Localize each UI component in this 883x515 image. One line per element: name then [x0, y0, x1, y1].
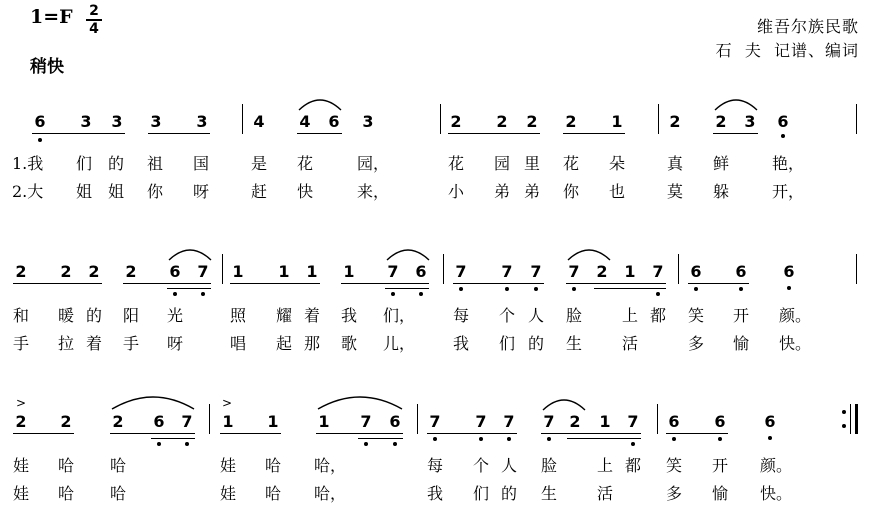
beam	[453, 283, 544, 284]
lyric: 光	[166, 306, 183, 325]
lyric: 园，	[357, 154, 390, 173]
song-origin: 维吾尔族民歌	[756, 17, 859, 36]
lyric: 们	[498, 334, 515, 353]
low-octave-dot	[572, 287, 576, 291]
lyric: 哈	[109, 484, 126, 503]
low-octave-dot	[656, 292, 660, 296]
lyric: 多	[687, 334, 704, 353]
note: 7	[429, 412, 441, 431]
repeat-barline-thin	[850, 404, 851, 434]
lyric: 小	[447, 182, 464, 201]
lyric: 笑	[665, 456, 682, 475]
lyric: 的	[85, 306, 102, 325]
note: 2	[450, 112, 462, 131]
barline	[209, 404, 210, 434]
note: 1	[318, 412, 330, 431]
lyric: 人	[500, 456, 517, 475]
note: 6	[34, 112, 46, 131]
barline	[440, 104, 441, 134]
lyric: 们	[472, 484, 489, 503]
lyric: 愉	[711, 484, 728, 503]
lyric: 的	[107, 154, 124, 173]
lyric: 来，	[357, 182, 390, 201]
lyric: 国	[192, 154, 209, 173]
low-octave-dot	[768, 436, 772, 440]
lyric: 艳，	[772, 154, 805, 173]
note: 2	[526, 112, 538, 131]
note: 7	[530, 262, 542, 281]
slur	[385, 246, 431, 262]
lyric: 哈	[264, 456, 281, 475]
lyric: 上	[596, 456, 613, 475]
lyric: 耀	[275, 306, 292, 325]
note: 7	[568, 262, 580, 281]
lyric: 照	[229, 306, 246, 325]
note: 2	[596, 262, 608, 281]
lyric: 快。	[779, 334, 812, 353]
lyric: 莫	[666, 182, 683, 201]
barline	[658, 104, 659, 134]
beam	[594, 288, 666, 289]
note: 7	[543, 412, 555, 431]
low-octave-dot	[505, 287, 509, 291]
lyric: 花	[296, 154, 313, 173]
lyric: 呀	[166, 334, 183, 353]
note: 7	[475, 412, 487, 431]
note: 6	[764, 412, 776, 431]
lyric: 我	[452, 334, 469, 353]
accent-mark: >	[16, 396, 27, 410]
low-octave-dot	[631, 442, 635, 446]
lyric: 弟	[523, 182, 540, 201]
low-octave-dot	[479, 437, 483, 441]
note: 2	[60, 412, 72, 431]
note: 7	[181, 412, 193, 431]
lyric: 快	[296, 182, 313, 201]
lyric: 唱	[229, 334, 246, 353]
note: 1	[599, 412, 611, 431]
note: 3	[196, 112, 208, 131]
beam	[385, 288, 429, 289]
slur	[316, 393, 404, 411]
barline	[222, 254, 223, 284]
note: 7	[387, 262, 399, 281]
slur	[297, 96, 343, 112]
repeat-barline-thick	[855, 404, 858, 434]
lyric: 你	[146, 182, 163, 201]
lyric: 们	[75, 154, 92, 173]
note: 6	[153, 412, 165, 431]
lyric: 园	[493, 154, 510, 173]
note: 6	[714, 412, 726, 431]
beam	[123, 283, 211, 284]
lyric: 呀	[192, 182, 209, 201]
lyric: 那	[303, 334, 320, 353]
note: 2	[60, 262, 72, 281]
lyric: 哈	[57, 456, 74, 475]
lyric: 拉	[57, 334, 74, 353]
lyric: 生	[565, 334, 582, 353]
lyric: 花	[562, 154, 579, 173]
note: 1	[232, 262, 244, 281]
low-octave-dot	[364, 442, 368, 446]
barline	[242, 104, 243, 134]
beam	[541, 433, 641, 434]
lyric: 哈，	[314, 456, 347, 475]
note: 4	[299, 112, 311, 131]
lyric: 哈	[109, 456, 126, 475]
note: 7	[360, 412, 372, 431]
note: 7	[455, 262, 467, 281]
lyric: 娃	[219, 484, 236, 503]
lyric: 朵	[608, 154, 625, 173]
note: 2	[112, 412, 124, 431]
lyric: 上	[621, 306, 638, 325]
note: 6	[389, 412, 401, 431]
lyric: 娃	[12, 484, 29, 503]
note: 6	[735, 262, 747, 281]
lyric: 个	[472, 456, 489, 475]
song-credits: 石 夫 记谱、编词	[715, 41, 859, 60]
note: 7	[503, 412, 515, 431]
lyric: 我	[426, 484, 443, 503]
barline	[856, 254, 857, 284]
note: 2	[88, 262, 100, 281]
note: 1	[624, 262, 636, 281]
lyric: 娃	[12, 456, 29, 475]
slur	[566, 246, 612, 262]
low-octave-dot	[419, 292, 423, 296]
beam	[230, 283, 320, 284]
low-octave-dot	[157, 442, 161, 446]
low-octave-dot	[459, 287, 463, 291]
low-octave-dot	[672, 437, 676, 441]
lyric: 里	[523, 154, 540, 173]
lyric: 都	[649, 306, 666, 325]
barline	[678, 254, 679, 284]
barline	[856, 104, 857, 134]
beam	[427, 433, 517, 434]
note: 6	[783, 262, 795, 281]
note: 1	[278, 262, 290, 281]
note: 6	[777, 112, 789, 131]
key-signature: 1=F	[30, 6, 73, 28]
low-octave-dot	[781, 134, 785, 138]
note: 6	[328, 112, 340, 131]
note: 1	[222, 412, 234, 431]
note: 2	[565, 112, 577, 131]
note: 6	[169, 262, 181, 281]
lyric: 阳	[122, 306, 139, 325]
note: 6	[668, 412, 680, 431]
note: 3	[80, 112, 92, 131]
note: 2	[569, 412, 581, 431]
low-octave-dot	[201, 292, 205, 296]
lyric: 笑	[687, 306, 704, 325]
note: 2	[15, 412, 27, 431]
lyric: 快。	[760, 484, 793, 503]
note: 3	[111, 112, 123, 131]
note: 7	[197, 262, 209, 281]
low-octave-dot	[787, 286, 791, 290]
beam	[358, 438, 403, 439]
slur	[167, 246, 213, 262]
lyric: 们，	[383, 306, 416, 325]
lyric: 哈	[264, 484, 281, 503]
note: 3	[744, 112, 756, 131]
lyric: 哈，	[314, 484, 347, 503]
low-octave-dot	[718, 437, 722, 441]
beam	[688, 283, 749, 284]
lyric: 和	[12, 306, 29, 325]
repeat-dot	[842, 424, 846, 428]
lyric: 赶	[250, 182, 267, 201]
lyric: 活	[621, 334, 638, 353]
lyric: 手	[122, 334, 139, 353]
accent-mark: >	[222, 396, 233, 410]
lyric: 1.我	[12, 154, 44, 173]
lyric: 着	[85, 334, 102, 353]
beam	[563, 133, 625, 134]
repeat-dot	[842, 410, 846, 414]
note: 2	[715, 112, 727, 131]
beam	[448, 133, 540, 134]
beam	[13, 433, 74, 434]
low-octave-dot	[694, 287, 698, 291]
lyric: 暖	[57, 306, 74, 325]
lyric: 祖	[146, 154, 163, 173]
beam	[566, 283, 666, 284]
low-octave-dot	[547, 437, 551, 441]
note: 2	[496, 112, 508, 131]
beam	[666, 433, 728, 434]
low-octave-dot	[534, 287, 538, 291]
note: 7	[501, 262, 513, 281]
low-octave-dot	[391, 292, 395, 296]
beam	[297, 133, 342, 134]
note: 6	[690, 262, 702, 281]
slur	[541, 396, 587, 412]
lyric: 颜。	[779, 306, 812, 325]
note: 3	[150, 112, 162, 131]
lyric: 我	[340, 306, 357, 325]
beam	[13, 283, 102, 284]
lyric: 着	[303, 306, 320, 325]
note: 7	[652, 262, 664, 281]
lyric: 脸	[540, 456, 557, 475]
low-octave-dot	[38, 138, 42, 142]
lyric: 哈	[57, 484, 74, 503]
lyric: 手	[12, 334, 29, 353]
barline	[417, 404, 418, 434]
beam	[32, 133, 125, 134]
beam	[341, 283, 429, 284]
lyric: 生	[540, 484, 557, 503]
low-octave-dot	[185, 442, 189, 446]
lyric: 也	[608, 182, 625, 201]
beam	[110, 433, 195, 434]
lyric: 每	[426, 456, 443, 475]
lyric: 2.大	[12, 182, 44, 201]
lyric: 开，	[772, 182, 805, 201]
lyric: 弟	[493, 182, 510, 201]
low-octave-dot	[393, 442, 397, 446]
lyric: 躲	[712, 182, 729, 201]
note: 2	[15, 262, 27, 281]
note: 6	[415, 262, 427, 281]
lyric: 人	[527, 306, 544, 325]
beam	[567, 438, 641, 439]
lyric: 鲜	[712, 154, 729, 173]
lyric: 真	[666, 154, 683, 173]
time-signature	[86, 4, 102, 36]
barline	[443, 254, 444, 284]
lyric: 多	[665, 484, 682, 503]
note: 1	[611, 112, 623, 131]
note: 3	[362, 112, 374, 131]
beam	[713, 133, 758, 134]
lyric: 花	[447, 154, 464, 173]
lyric: 起	[275, 334, 292, 353]
lyric: 开	[711, 456, 728, 475]
lyric: 儿，	[383, 334, 416, 353]
beam	[151, 438, 195, 439]
lyric: 愉	[732, 334, 749, 353]
note: 1	[267, 412, 279, 431]
tempo-marking: 稍快	[30, 57, 64, 77]
lyric: 每	[452, 306, 469, 325]
lyric: 的	[500, 484, 517, 503]
low-octave-dot	[739, 287, 743, 291]
lyric: 姐	[75, 182, 92, 201]
lyric: 娃	[219, 456, 236, 475]
note: 1	[306, 262, 318, 281]
low-octave-dot	[173, 292, 177, 296]
lyric: 是	[250, 154, 267, 173]
lyric: 脸	[565, 306, 582, 325]
lyric: 颜。	[760, 456, 793, 475]
time-signature-bottom: 4	[89, 21, 99, 37]
note: 4	[253, 112, 265, 131]
note: 7	[627, 412, 639, 431]
lyric: 开	[732, 306, 749, 325]
low-octave-dot	[433, 437, 437, 441]
barline	[657, 404, 658, 434]
beam	[167, 288, 211, 289]
lyric: 你	[562, 182, 579, 201]
note: 2	[125, 262, 137, 281]
slur	[713, 96, 759, 112]
lyric: 的	[527, 334, 544, 353]
lyric: 歌	[340, 334, 357, 353]
note: 1	[343, 262, 355, 281]
beam	[316, 433, 403, 434]
low-octave-dot	[507, 437, 511, 441]
time-signature-top: 2	[89, 3, 99, 19]
note: 2	[669, 112, 681, 131]
beam	[148, 133, 210, 134]
lyric: 个	[498, 306, 515, 325]
lyric: 活	[596, 484, 613, 503]
lyric: 姐	[107, 182, 124, 201]
slur	[110, 393, 196, 411]
lyric: 都	[624, 456, 641, 475]
beam	[220, 433, 281, 434]
